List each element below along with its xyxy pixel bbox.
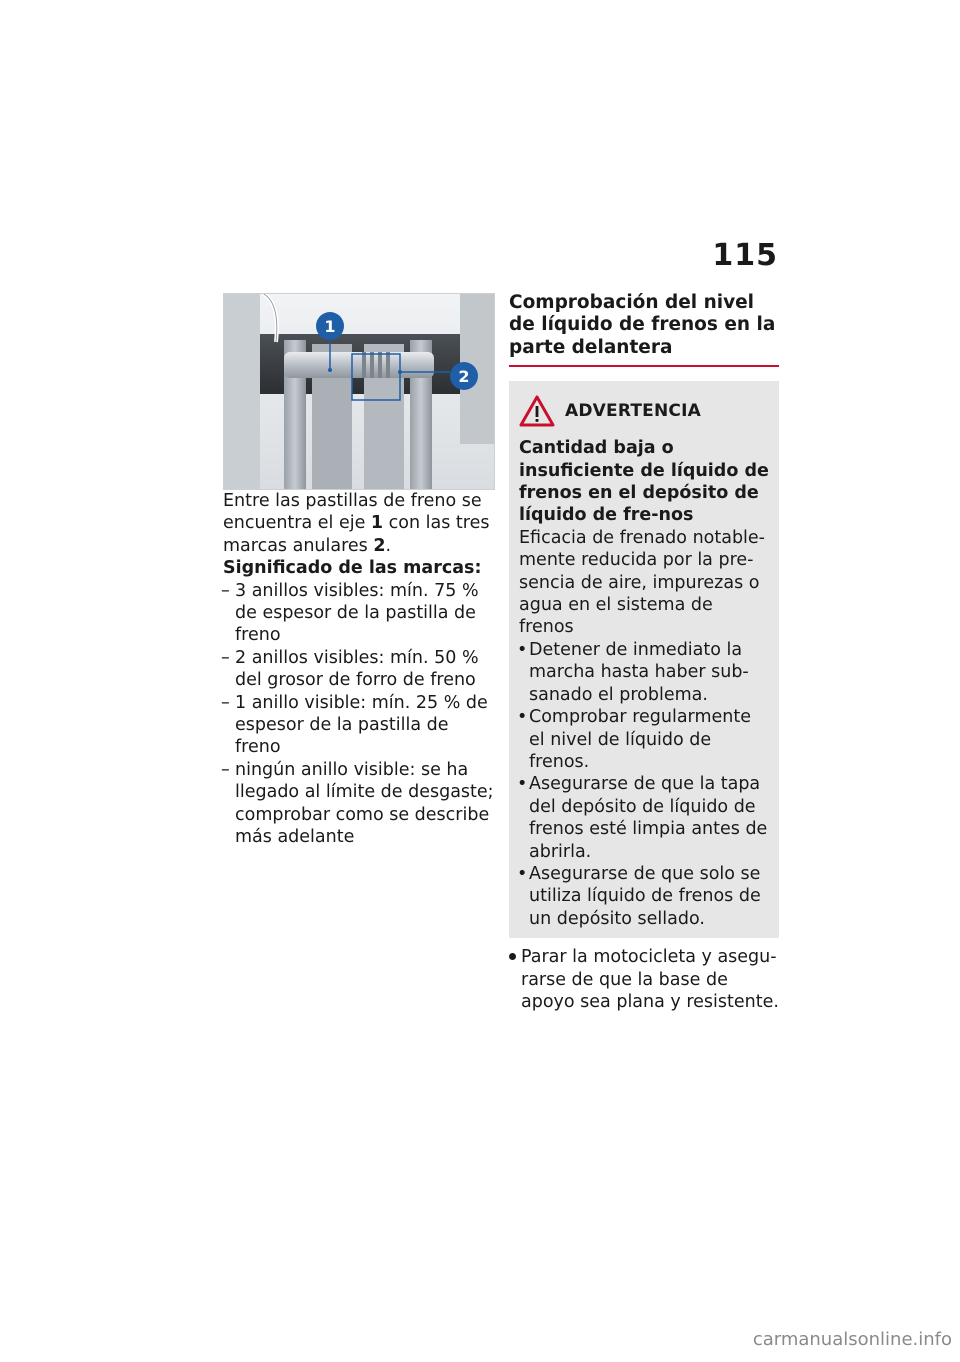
left-column (223, 490, 495, 849)
brake-pad-illustration (223, 293, 495, 490)
list-item: – ningún anillo visible: se ha llegado al límite de desgaste; comprobar como se describe más adelante (223, 759, 495, 849)
watermark: carmanualsonline.info (752, 1329, 952, 1350)
callout-1-label: 1 (324, 317, 336, 336)
warning-header (519, 395, 769, 427)
intro-paragraph: Entre las pastillas de freno se encuentra el eje 1 con las tres marcas anulares 2. (223, 491, 490, 556)
section-title: Comprobación del nivel de líquido de frenos en la parte delantera (509, 292, 779, 367)
marks-subheading: Significado de las marcas: (223, 558, 482, 579)
list-item: • Comprobar regularmente el nivel de líquido de frenos. (519, 706, 769, 773)
ref-rings: 2 (373, 535, 386, 556)
list-item: – 2 anillos visibles: mín. 50 % del grosor de forro de freno (223, 647, 495, 692)
list-item: • Detener de inmediato la marcha hasta haber sub-sanado el problema. (519, 639, 769, 706)
warning-actions (519, 639, 769, 930)
list-item: • Asegurarse de que solo se utiliza líquido de frenos de un depósito sellado. (519, 863, 769, 930)
warning-triangle-icon (519, 395, 555, 427)
warning-cause: Cantidad baja o insuficiente de líquido de frenos en el depósito de líquido de fre-nos (519, 438, 769, 526)
callout-2-label: 2 (458, 367, 470, 386)
procedure-steps (509, 946, 779, 1013)
right-column (509, 292, 779, 1013)
page-number: 115 (712, 238, 778, 273)
warning-title: ADVERTENCIA (565, 401, 701, 422)
warning-box (509, 381, 779, 938)
list-item: • Asegurarse de que la tapa del depósito de líquido de frenos esté limpia antes de abrirla. (519, 773, 769, 863)
ref-axle: 1 (370, 513, 384, 534)
list-item: – 1 anillo visible: mín. 25 % de espesor de la pastilla de freno (223, 692, 495, 759)
marks-list (223, 580, 495, 849)
list-item: Parar la motocicleta y asegu-rarse de que la base de apoyo sea plana y resistente. (509, 946, 779, 1013)
warning-effect: Eficacia de frenado notable-mente reducida por la pre-sencia de aire, impurezas o agua en el sistema de frenos (519, 527, 765, 638)
list-item: – 3 anillos visibles: mín. 75 % de espesor de la pastilla de freno (223, 580, 495, 647)
